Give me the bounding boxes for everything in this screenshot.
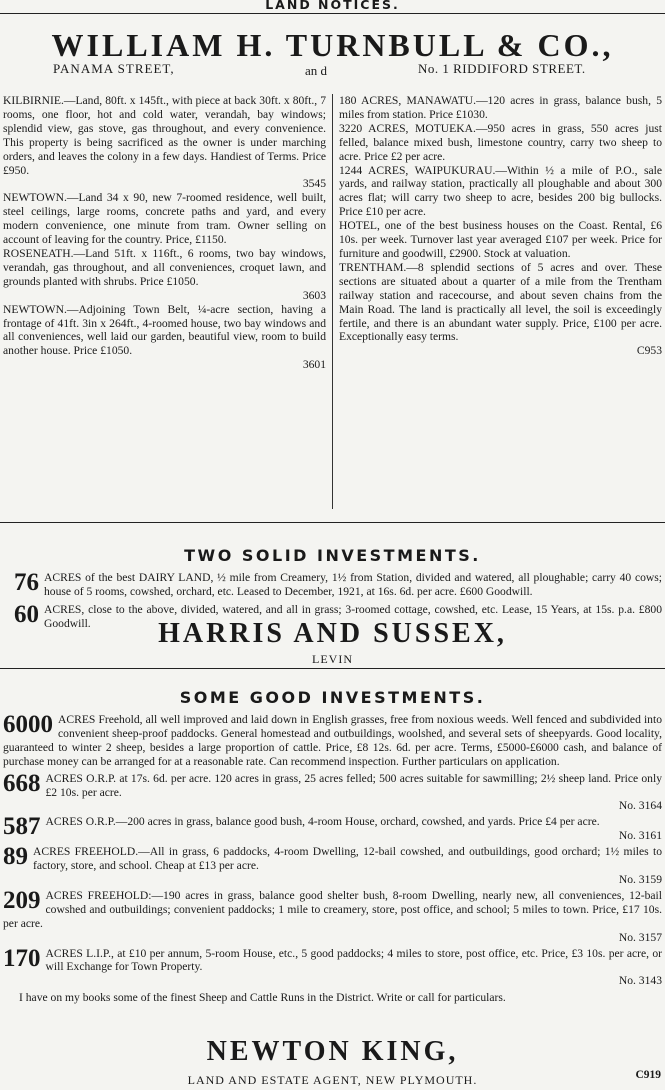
harris-location: LEVIN <box>312 652 353 666</box>
listing: 587 ACRES O.R.P.—200 acres in grass, balance good bush, 4-room House, orchard, cowshed, and yards. Price £4 per acre. No. 3161 <box>3 815 662 843</box>
listing: HOTEL, one of the best business houses on the Coast. Rental, £6 10s. per week. Turnover last year averaged £107 per week. Price for furniture and goodwill, £2900. Stock at valuation. <box>339 219 662 260</box>
listing: 76 ACRES of the best DAIRY LAND, ½ mile from Creamery, 1½ from Station, divided and watered, all ploughable; carry 40 cows; house of 5 rooms, cowshed, orchard, etc. Leased to December, 1921, at 16s. 6d. per acre. £600 Goodwill. <box>14 571 662 598</box>
harris-firm-name: HARRIS AND SUSSEX, <box>158 618 507 649</box>
column-divider <box>332 94 333 509</box>
listing: KILBIRNIE.—Land, 80ft. x 145ft., with piece at back 30ft. x 80ft., 7 rooms, one floor, hot and cold water, verandah, bay windows; splendid view, gas stove, gas throughout, and every convenience. This property is being sacrificed as the owner is under marching orders, and leaves the colony in a few days. Handiest of Terms. Price £950. 3545 <box>3 94 326 191</box>
listing: TRENTHAM.—8 splendid sections of 5 acres and over. These sections are situated about a quarter of a mile from the Trentham railway station and racecourse, and about seven chains from the Main Road. The land is practically all level, the soil is exceedingly fertile, and there is an abundant water supply. Price, £100 per acre. Exceptionally easy terms. C953 <box>339 260 662 358</box>
closing-note: I have on my books some of the finest Sheep and Cattle Runs in the District. Write or call for particulars. <box>19 991 506 1005</box>
listing: 209 ACRES FREEHOLD:—190 acres in grass, balance good shelter bush, 8-room Dwelling, nearly new, all conveniences, 12-bail cowshed and outbuildings; convenient paddocks; 1 mile to creamery, store, post office, and school; 5 miles to town. Price, £17 10s. per acre. No. 3157 <box>3 888 662 944</box>
harris-heading: TWO SOLID INVESTMENTS. <box>184 546 481 565</box>
newton-firm-name: NEWTON KING, <box>206 1036 459 1067</box>
section-rule <box>0 668 665 669</box>
section-rule <box>0 522 665 523</box>
top-rule <box>0 13 665 14</box>
page-title: LAND NOTICES. <box>265 0 400 12</box>
listing: ROSENEATH.—Land 51ft. x 116ft., 6 rooms, two bay windows, verandah, gas throughout, and all conveniences, croquet lawn, and grounds planted with shrubs. Price £1050. 3603 <box>3 246 326 302</box>
newton-ad-code: C919 <box>635 1069 661 1081</box>
listing: 180 ACRES, MANAWATU.—120 acres in grass, balance bush, 5 miles from station. Price £1030. <box>339 94 662 121</box>
turnbull-right-column <box>339 94 662 358</box>
turnbull-street-left: PANAMA STREET, <box>53 61 175 76</box>
listing: 89 ACRES FREEHOLD.—All in grass, 6 paddocks, 4-room Dwelling, 12-bail cowshed, and outbuildings, good orchard; 1½ miles to factory, store, and school. Cheap at £13 per acre. No. 3159 <box>3 845 662 886</box>
listing: NEWTOWN.—Adjoining Town Belt, ¼-acre section, having a frontage of 41ft. 3in x 264ft., 4-roomed house, two bay windows and all conveniences, well laid our garden, beautiful view, room to build another house. Price £1050. 3601 <box>3 302 326 372</box>
newton-items <box>3 713 662 1005</box>
newton-heading: SOME GOOD INVESTMENTS. <box>179 688 486 707</box>
listing: 60 ACRES, close to the above, divided, watered, and all in grass; 3-roomed cottage, cowshed, etc. Lease, 15 Years, at 15s. p.a. £800 Goodwill. <box>14 602 662 630</box>
turnbull-street-right: No. 1 RIDDIFORD STREET. <box>418 61 586 76</box>
turnbull-and: an d <box>305 63 328 78</box>
listing: 1244 ACRES, WAIPUKURAU.—Within ½ a mile of P.O., sale yards, and railway station, practically all ploughable and about 300 acres flat; will carry two sheep to acre, besides 200 big bullocks. Price £10 per acre. <box>339 163 662 219</box>
newton-tagline: LAND AND ESTATE AGENT, NEW PLYMOUTH. <box>187 1073 478 1087</box>
listing: 6000 ACRES Freehold, all well improved and laid down in English grasses, free from noxious weeds. Well fenced and subdivided into convenient sheep-proof paddocks. General homestead and outbuildings, woolshed, and several sets of sheepyards. Good locality, guaranteed to winter 2 sheep, besides a large proportion of cattle. Price, £8 12s. 6d. per acre. Terms, £5000-£6000 cash, and balance of purchase money can be arranged for at a reasonable rate. Can recommend inspection. Further particulars on application. <box>3 713 662 768</box>
listing: NEWTOWN.—Land 34 x 90, new 7-roomed residence, well built, steel ceilings, large rooms, concrete paths and yard, and every modern convenience, one minute from tram. Owner selling on account of leaving for the country. Price, £1150. <box>3 191 326 247</box>
listing: 170 ACRES L.I.P., at £10 per annum, 5-room House, etc., 5 good paddocks; 4 miles to store, post office, etc. Price, £3 10s. per acre, or will Exchange for Town Property. No. 3143 <box>3 946 662 988</box>
listing: 3220 ACRES, MOTUEKA.—950 acres in grass, 550 acres just felled, balance mixed bush, limestone country, carry two sheep to acre. Price £2 per acre. <box>339 121 662 163</box>
turnbull-left-column <box>3 94 326 372</box>
listing: 668 ACRES O.R.P. at 17s. 6d. per acre. 120 acres in grass, 25 acres felled; 500 acres suitable for sawmilling; 2½ sheep land. Price only £2 10s. per acre. No. 3164 <box>3 771 662 813</box>
turnbull-firm-name: WILLIAM H. TURNBULL & CO., <box>51 27 614 63</box>
